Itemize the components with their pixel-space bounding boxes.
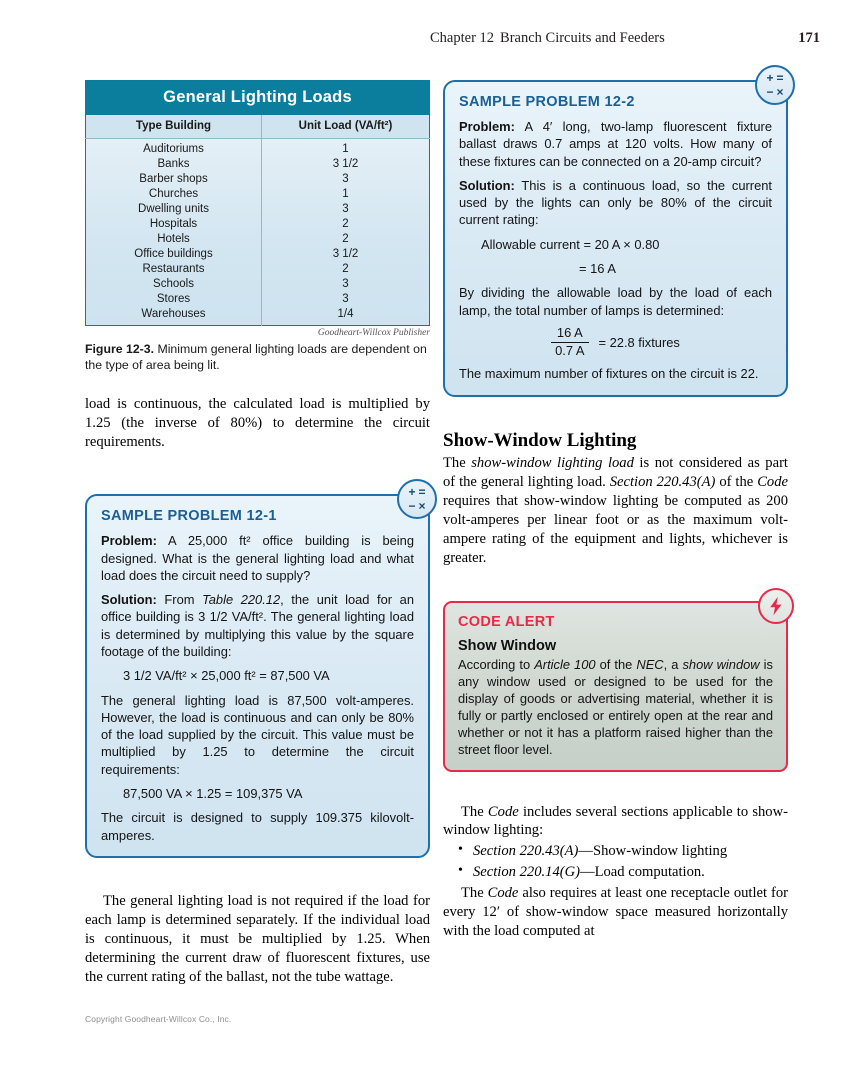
solution-label: Solution: xyxy=(101,592,157,608)
problem-label: Problem: xyxy=(101,533,157,549)
cs-closing-a: The xyxy=(461,885,488,902)
cell-unit-load: 1 xyxy=(342,143,349,155)
table-row xyxy=(86,217,430,232)
figure-credit: Goodheart-Willcox Publisher xyxy=(317,328,430,338)
sample-problem-12-1-solution-3: The circuit is designed to supply 109.375 kilovolt-amperes. xyxy=(101,810,414,843)
column-header-type-building: Type Building xyxy=(86,115,262,139)
sample-problem-12-2-problem xyxy=(459,118,772,170)
ca-article-reference: Article 100 xyxy=(534,656,596,672)
cell-unit-load: 2 xyxy=(342,263,349,275)
table-row xyxy=(86,307,430,326)
solution-text-b: , the unit load for an office building is 3 1/2 VA/ft². The general lighting load is determined by multiplying this value by the square footage of the building: xyxy=(101,592,414,660)
sample-problem-12-2-equation-1: Allowable current = 20 A × 0.80 xyxy=(481,236,660,252)
ca-nec-reference: NEC xyxy=(636,656,664,672)
ca-text-b: of the xyxy=(595,656,637,672)
cell-type-building: Restaurants xyxy=(86,262,262,277)
figure-caption-label: Figure 12-3. xyxy=(85,342,155,356)
bullet-section-reference: Section 220.43(A) xyxy=(473,843,579,860)
cs-intro-a: The xyxy=(461,803,488,820)
cell-unit-load: 3 1/2 xyxy=(332,248,359,260)
fraction-numerator: 16 A xyxy=(556,324,583,340)
code-alert-box xyxy=(443,601,788,772)
cell-unit-load: 2 xyxy=(342,233,349,245)
cell-unit-load: 3 xyxy=(342,173,349,185)
cs-closing-code-reference: Code xyxy=(487,885,519,902)
cell-type-building: Hospitals xyxy=(86,217,262,232)
sw-term-show-window-lighting-load: show-window lighting load xyxy=(471,454,634,471)
cell-type-building: Stores xyxy=(86,292,262,307)
table-header-row xyxy=(86,115,430,139)
sample-problem-12-1-solution-2: The general lighting load is 87,500 volt-amperes. However, the load is continuous and can only be 80% of the load supplied by the circuit. This value must be multiplied by 1.25 to determine the circuit requirements: xyxy=(101,692,414,777)
calculator-icon xyxy=(397,479,437,519)
cell-type-building: Churches xyxy=(86,187,262,202)
calculator-icon xyxy=(755,65,795,105)
table-row xyxy=(86,139,430,157)
sample-problem-12-1-title: SAMPLE PROBLEM 12-1 xyxy=(101,508,277,525)
sample-problem-12-1-equation-1: 3 1/2 VA/ft² × 25,000 ft² = 87,500 VA xyxy=(123,668,330,684)
copyright-notice: Copyright Goodheart-Willcox Co., Inc. xyxy=(85,1014,232,1024)
table-title: General Lighting Loads xyxy=(86,81,430,116)
cs-closing-b: also requires at least one receptacle outlet for every 12′ of show-window space measured horizontally with the load computed at xyxy=(443,885,788,940)
code-sections-intro xyxy=(443,803,788,841)
cell-unit-load: 3 xyxy=(342,278,349,290)
lightning-bolt-icon xyxy=(758,588,794,624)
calculator-icon-row-top xyxy=(408,486,425,498)
sample-problem-12-2-solution-2: By dividing the allowable load by the load of each lamp, the total number of lamps is determined: xyxy=(459,285,772,318)
sample-problem-12-1-problem xyxy=(101,532,414,584)
calculator-icon-row-top xyxy=(766,72,783,84)
code-alert-subtitle: Show Window xyxy=(458,637,557,654)
solution-text: This is a continuous load, so the current used by the lights can only be 80% of the circuit current rating: xyxy=(459,177,772,228)
right-column xyxy=(443,71,789,941)
table-reference: Table 220.12 xyxy=(202,592,281,608)
sw-code-reference: Code xyxy=(757,473,788,490)
show-window-paragraph xyxy=(443,454,788,568)
cell-unit-load: 1/4 xyxy=(337,308,354,320)
code-sections-closing xyxy=(443,884,788,941)
cell-type-building: Hotels xyxy=(86,232,262,247)
sample-problem-12-2-solution-3: The maximum number of fixtures on the circuit is 22. xyxy=(459,366,759,382)
sample-problem-12-2-fraction xyxy=(459,326,772,359)
table-row xyxy=(86,202,430,217)
sw-text-d: requires that show-window lighting be computed as 200 volt-amperes per linear foot or as the maximum volt-ampere rating of the equipment and lights, whichever is greater. xyxy=(443,492,788,566)
code-sections-list xyxy=(443,842,788,882)
code-alert-body xyxy=(458,656,773,759)
cell-type-building: Warehouses xyxy=(86,307,262,326)
sw-text-c: of the xyxy=(715,473,758,490)
sample-problem-12-1-equation-2: 87,500 VA × 1.25 = 109,375 VA xyxy=(123,786,303,801)
figure-caption xyxy=(85,341,430,373)
cell-type-building: Auditoriums xyxy=(86,139,262,157)
ca-text-d: is any window used or designed to be used for the display of goods or advertising material, whether it is fully or partly enclosed or entirely open at the rear and whether or not it has a platform raised higher than the street floor level. xyxy=(458,656,773,758)
table-body xyxy=(86,139,430,326)
plus-symbol: + xyxy=(766,71,774,85)
cell-unit-load: 3 xyxy=(342,203,349,215)
lightning-bolt-glyph xyxy=(767,596,785,616)
cell-unit-load: 3 1/2 xyxy=(332,158,359,170)
show-window-lighting-heading: Show-Window Lighting xyxy=(443,429,637,451)
table-row xyxy=(86,262,430,277)
problem-text: A 4′ long, two-lamp fluorescent fixture ballast draws 0.7 amps at 120 volts. How many of these fixtures can be connected on a 20-amp circuit? xyxy=(459,119,772,169)
table-title-row xyxy=(86,81,430,116)
cell-unit-load: 3 xyxy=(342,293,349,305)
bullet-text: —Load computation. xyxy=(580,864,705,881)
ca-term-show-window: show window xyxy=(682,656,760,672)
sample-problem-12-2-equation-2: = 16 A xyxy=(579,260,616,276)
bullet-text: —Show-window lighting xyxy=(578,843,728,860)
cell-type-building: Banks xyxy=(86,157,262,172)
table-row xyxy=(86,277,430,292)
table-row xyxy=(86,172,430,187)
figure-caption-text: Minimum general lighting loads are dependent on the type of area being lit. xyxy=(85,342,427,373)
left-column xyxy=(85,80,430,987)
code-alert-title: CODE ALERT xyxy=(458,613,555,630)
sw-section-reference: Section 220.43(A) xyxy=(609,473,716,490)
bullet-section-reference: Section 220.14(G) xyxy=(473,864,580,881)
sw-text-a: The xyxy=(443,454,472,471)
table-row xyxy=(86,157,430,172)
minus-symbol: − xyxy=(408,499,416,514)
solution-label: Solution: xyxy=(459,177,515,193)
fraction-denominator: 0.7 A xyxy=(551,342,588,359)
times-symbol: × xyxy=(776,85,784,99)
sample-problem-12-1-box xyxy=(85,485,430,858)
times-symbol: × xyxy=(418,499,426,514)
fraction-result: = 22.8 fixtures xyxy=(598,334,680,350)
sample-problem-12-1-solution-1 xyxy=(101,591,414,660)
sw-text-b: is not considered as part of the general lighting load. xyxy=(443,454,788,490)
problem-text: A 25,000 ft² office building is being designed. What is the general lighting load and what load does the circuit need to supply? xyxy=(101,533,414,583)
cell-type-building: Office buildings xyxy=(86,247,262,262)
cell-unit-load: 1 xyxy=(342,188,349,200)
table-row xyxy=(86,292,430,307)
cs-intro-b: includes several sections applicable to show-window lighting: xyxy=(443,803,789,839)
equals-symbol: = xyxy=(776,71,784,85)
page-number: 171 xyxy=(798,30,820,46)
cell-unit-load: 2 xyxy=(342,218,349,230)
list-item xyxy=(443,842,788,861)
table-row xyxy=(86,232,430,247)
column-header-unit-load: Unit Load (VA/ft²) xyxy=(262,115,430,139)
sample-problem-12-2-box xyxy=(443,71,788,397)
solution-text-a: From xyxy=(156,592,203,608)
sample-problem-12-2-title: SAMPLE PROBLEM 12-2 xyxy=(459,94,635,110)
cs-code-reference: Code xyxy=(487,803,519,820)
left-paragraph-2: The general lighting load is not required if the load for each lamp is determined separately. If the individual load is continuous, it must be multiplied by 1.25. When determining the current draw of fluorescent fixtures, use the current rating of the ballast, not the tube wattage. xyxy=(85,892,430,985)
chapter-number: Chapter 12 xyxy=(430,30,495,46)
problem-label: Problem: xyxy=(459,119,515,134)
cell-type-building: Schools xyxy=(86,277,262,292)
general-lighting-loads-table xyxy=(85,80,430,326)
minus-symbol: − xyxy=(766,85,774,99)
ca-text-c: , a xyxy=(663,656,683,672)
plus-symbol: + xyxy=(408,485,416,500)
cell-type-building: Dwelling units xyxy=(86,202,262,217)
table-row xyxy=(86,187,430,202)
sample-problem-12-2-solution-1 xyxy=(459,177,772,229)
calculator-icon-row-bottom xyxy=(766,86,783,98)
cell-type-building: Barber shops xyxy=(86,172,262,187)
fraction xyxy=(551,326,588,359)
equals-symbol: = xyxy=(418,485,426,500)
table-row xyxy=(86,247,430,262)
calculator-icon-row-bottom xyxy=(408,500,425,512)
left-paragraph-1: load is continuous, the calculated load is multiplied by 1.25 (the inverse of 80%) to determine the circuit requirements. xyxy=(85,396,430,451)
running-head xyxy=(430,30,820,52)
ca-text-a: According to xyxy=(458,656,535,672)
chapter-title: Branch Circuits and Feeders xyxy=(500,30,665,46)
list-item xyxy=(443,863,788,882)
